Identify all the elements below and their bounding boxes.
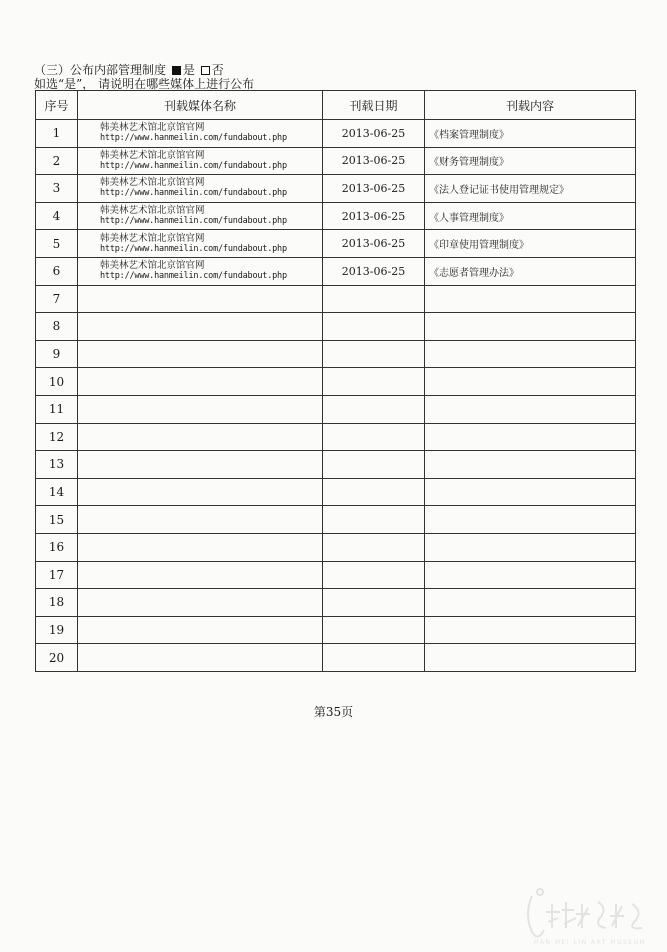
row-date bbox=[323, 589, 425, 617]
table-row bbox=[36, 313, 636, 341]
table-row bbox=[36, 451, 636, 479]
row-date bbox=[323, 313, 425, 341]
media-name: 韩美林艺术馆北京馆官网 bbox=[100, 177, 205, 189]
row-date: 2013-06-25 bbox=[323, 120, 425, 148]
row-content bbox=[425, 395, 636, 423]
header-index: 序号 bbox=[36, 91, 78, 120]
row-date bbox=[323, 533, 425, 561]
table-row bbox=[36, 506, 636, 534]
row-date: 2013-06-25 bbox=[323, 175, 425, 203]
media-url: http://www.hanmeilin.com/fundabout.php bbox=[100, 271, 287, 282]
row-date: 2013-06-25 bbox=[323, 257, 425, 285]
row-index: 20 bbox=[36, 644, 78, 672]
row-date bbox=[323, 395, 425, 423]
no-label: 否 bbox=[211, 63, 224, 77]
row-index: 3 bbox=[36, 175, 78, 203]
table-row bbox=[36, 368, 636, 396]
table-row bbox=[36, 395, 636, 423]
row-index: 13 bbox=[36, 451, 78, 479]
header-date: 刊载日期 bbox=[323, 91, 425, 120]
section-instruction: 如选“是”， 请说明在哪些媒体上进行公布 bbox=[34, 77, 255, 91]
row-media bbox=[78, 395, 323, 423]
row-index: 19 bbox=[36, 616, 78, 644]
table-body bbox=[36, 120, 636, 672]
table-row bbox=[36, 561, 636, 589]
media-url: http://www.hanmeilin.com/fundabout.php bbox=[100, 243, 287, 254]
section-heading bbox=[34, 63, 224, 77]
table-row bbox=[36, 285, 636, 313]
media-url: http://www.hanmeilin.com/fundabout.php bbox=[100, 133, 287, 144]
row-media bbox=[78, 478, 323, 506]
table-row bbox=[36, 340, 636, 368]
row-content bbox=[425, 478, 636, 506]
yes-label: 是 bbox=[182, 63, 195, 77]
row-date bbox=[323, 644, 425, 672]
museum-logo-watermark bbox=[520, 878, 660, 948]
section-heading-text: （三）公布内部管理制度 bbox=[34, 63, 167, 77]
table-row bbox=[36, 147, 636, 175]
row-date bbox=[323, 340, 425, 368]
row-index: 5 bbox=[36, 230, 78, 258]
row-content bbox=[425, 285, 636, 313]
yes-checkbox[interactable] bbox=[172, 66, 181, 75]
row-index: 7 bbox=[36, 285, 78, 313]
media-name: 韩美林艺术馆北京馆官网 bbox=[100, 232, 205, 244]
row-media bbox=[78, 230, 323, 258]
row-media bbox=[78, 533, 323, 561]
row-content bbox=[425, 533, 636, 561]
row-media bbox=[78, 313, 323, 341]
table-row bbox=[36, 478, 636, 506]
publication-table bbox=[35, 90, 636, 672]
table-row bbox=[36, 644, 636, 672]
table-header-row bbox=[36, 91, 636, 120]
table-row bbox=[36, 533, 636, 561]
table-row bbox=[36, 202, 636, 230]
row-media bbox=[78, 451, 323, 479]
row-date: 2013-06-25 bbox=[323, 202, 425, 230]
row-date bbox=[323, 285, 425, 313]
watermark-latin-text: HAN MEI LIN ART MUSEUM bbox=[533, 939, 647, 946]
media-url: http://www.hanmeilin.com/fundabout.php bbox=[100, 188, 287, 199]
row-date bbox=[323, 451, 425, 479]
row-media bbox=[78, 340, 323, 368]
row-index: 6 bbox=[36, 257, 78, 285]
row-date bbox=[323, 616, 425, 644]
row-content bbox=[425, 340, 636, 368]
row-index: 9 bbox=[36, 340, 78, 368]
row-date bbox=[323, 423, 425, 451]
row-media bbox=[78, 423, 323, 451]
row-media bbox=[78, 589, 323, 617]
row-date: 2013-06-25 bbox=[323, 147, 425, 175]
row-date bbox=[323, 478, 425, 506]
row-content: 《档案管理制度》 bbox=[425, 120, 636, 148]
table-row bbox=[36, 616, 636, 644]
table-row bbox=[36, 257, 636, 285]
row-index: 10 bbox=[36, 368, 78, 396]
row-media bbox=[78, 368, 323, 396]
row-content: 《印章使用管理制度》 bbox=[425, 230, 636, 258]
media-url: http://www.hanmeilin.com/fundabout.php bbox=[100, 216, 287, 227]
media-name: 韩美林艺术馆北京馆官网 bbox=[100, 122, 205, 134]
row-media bbox=[78, 644, 323, 672]
page-number: 第35页 bbox=[313, 705, 354, 719]
row-content bbox=[425, 644, 636, 672]
media-name: 韩美林艺术馆北京馆官网 bbox=[100, 149, 205, 161]
row-index: 1 bbox=[36, 120, 78, 148]
row-media bbox=[78, 506, 323, 534]
row-media bbox=[78, 175, 323, 203]
table-row bbox=[36, 589, 636, 617]
row-content: 《财务管理制度》 bbox=[425, 147, 636, 175]
no-checkbox[interactable] bbox=[201, 66, 210, 75]
row-index: 2 bbox=[36, 147, 78, 175]
row-media bbox=[78, 257, 323, 285]
row-content bbox=[425, 451, 636, 479]
row-date: 2013-06-25 bbox=[323, 230, 425, 258]
row-content bbox=[425, 616, 636, 644]
row-index: 11 bbox=[36, 395, 78, 423]
row-content bbox=[425, 506, 636, 534]
row-index: 4 bbox=[36, 202, 78, 230]
table-row bbox=[36, 230, 636, 258]
table-row bbox=[36, 175, 636, 203]
row-date bbox=[323, 561, 425, 589]
media-name: 韩美林艺术馆北京馆官网 bbox=[100, 205, 205, 217]
row-content: 《志愿者管理办法》 bbox=[425, 257, 636, 285]
row-media bbox=[78, 561, 323, 589]
header-media-name: 刊载媒体名称 bbox=[78, 91, 323, 120]
row-media bbox=[78, 202, 323, 230]
row-date bbox=[323, 506, 425, 534]
row-content: 《人事管理制度》 bbox=[425, 202, 636, 230]
row-content bbox=[425, 368, 636, 396]
row-index: 16 bbox=[36, 533, 78, 561]
row-date bbox=[323, 368, 425, 396]
row-index: 17 bbox=[36, 561, 78, 589]
row-content bbox=[425, 423, 636, 451]
row-index: 18 bbox=[36, 589, 78, 617]
media-url: http://www.hanmeilin.com/fundabout.php bbox=[100, 160, 287, 171]
row-index: 8 bbox=[36, 313, 78, 341]
table-row bbox=[36, 120, 636, 148]
row-content bbox=[425, 313, 636, 341]
table-row bbox=[36, 423, 636, 451]
row-media bbox=[78, 147, 323, 175]
row-media bbox=[78, 616, 323, 644]
row-index: 15 bbox=[36, 506, 78, 534]
row-media bbox=[78, 285, 323, 313]
row-content: 《法人登记证书使用管理规定》 bbox=[425, 175, 636, 203]
row-content bbox=[425, 589, 636, 617]
row-index: 12 bbox=[36, 423, 78, 451]
media-name: 韩美林艺术馆北京馆官网 bbox=[100, 260, 205, 272]
row-content bbox=[425, 561, 636, 589]
row-media bbox=[78, 120, 323, 148]
row-index: 14 bbox=[36, 478, 78, 506]
header-content: 刊载内容 bbox=[425, 91, 636, 120]
